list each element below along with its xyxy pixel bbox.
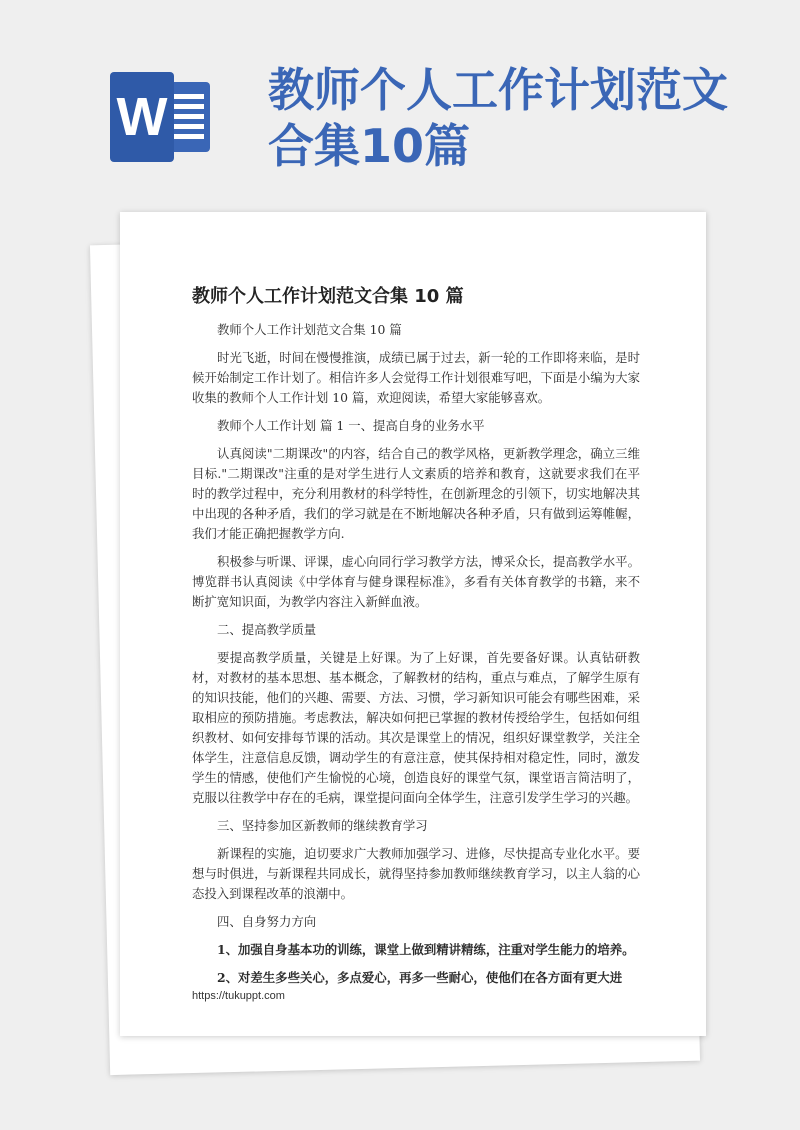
document-paragraph: 1、加强自身基本功的训练，课堂上做到精讲精练，注重对学生能力的培养。	[217, 942, 635, 957]
document-paragraph: 要提高教学质量，关键是上好课。为了上好课，首先要备好课。认真钻研教材，对教材的基本思想、基本概念，了解教材的结构，重点与难点，了解学生原有的知识技能，他们的兴趣、需要、方法、习惯，学习新知识可能会有哪些困难，采取相应的预防措施。考虑教法，解决如何把已掌握的教材传授给学生，包括如何组织教材、如何安排每节课的活动。其次是课堂上的情况，组织好课堂教学，关注全体学生，注意信息反馈，调动学生的有意注意，使其保持相对稳定性，同时，激发学生的情感，使他们产生愉悦的心境，创造良好的课堂气氛，课堂语言简洁明了，克服以往教学中存在的毛病，课堂提问面向全体学生，注意引发学生学习的兴趣。	[192, 650, 640, 805]
document-paragraph: 时光飞逝，时间在慢慢推演，成绩已属于过去，新一轮的工作即将来临，是时候开始制定工作计划了。相信许多人会觉得工作计划很难写吧，下面是小编为大家收集的教师个人工作计划 10 篇，欢迎阅读，希望大家能够喜欢。	[192, 350, 640, 405]
document-body	[192, 320, 640, 996]
footer-url: https://tukuppt.com	[192, 990, 285, 1002]
document-paragraph: 教师个人工作计划范文合集 10 篇	[217, 322, 402, 337]
document-paragraph: 积极参与听课、评课，虚心向同行学习教学方法，博采众长，提高教学水平。博览群书认真阅读《中学体育与健身课程标准》，多看有关体育教学的书籍，来不断扩宽知识面，为教学内容注入新鲜血液。	[192, 554, 640, 609]
page-title: 教师个人工作计划范文合集10篇	[268, 63, 728, 173]
document-title: 教师个人工作计划范文合集 10 篇	[192, 286, 464, 307]
document-paragraph: 四、自身努力方向	[217, 914, 317, 929]
document-paragraph: 新课程的实施，迫切要求广大教师加强学习、进修，尽快提高专业化水平。要想与时俱进，与新课程共同成长，就得坚持参加教师继续教育学习，以主人翁的心态投入到课程改革的浪潮中。	[192, 846, 640, 901]
document-paragraph: 2、对差生多些关心，多点爱心，再多一些耐心，使他们在各方面有更大进	[217, 970, 623, 985]
word-logo	[110, 72, 212, 162]
document-paragraph: 教师个人工作计划 篇 1 一、提高自身的业务水平	[217, 418, 485, 433]
document-page	[120, 212, 706, 1036]
document-paragraph: 二、提高教学质量	[217, 622, 317, 637]
document-paragraph: 三、坚持参加区新教师的继续教育学习	[217, 818, 428, 833]
word-w-icon: W	[110, 72, 174, 162]
document-paragraph: 认真阅读"二期课改"的内容，结合自己的教学风格，更新教学理念，确立三维目标."二期课改"注重的是对学生进行人文素质的培养和教育，这就要求我们在平时的教学过程中，充分利用教材的科学特性，在创新理念的引领下，切实地解决其中出现的各种矛盾，我们的学习就是在不断地解决各种矛盾，只有做到运筹帷幄，我们才能正确把握教学方向.	[192, 446, 640, 541]
